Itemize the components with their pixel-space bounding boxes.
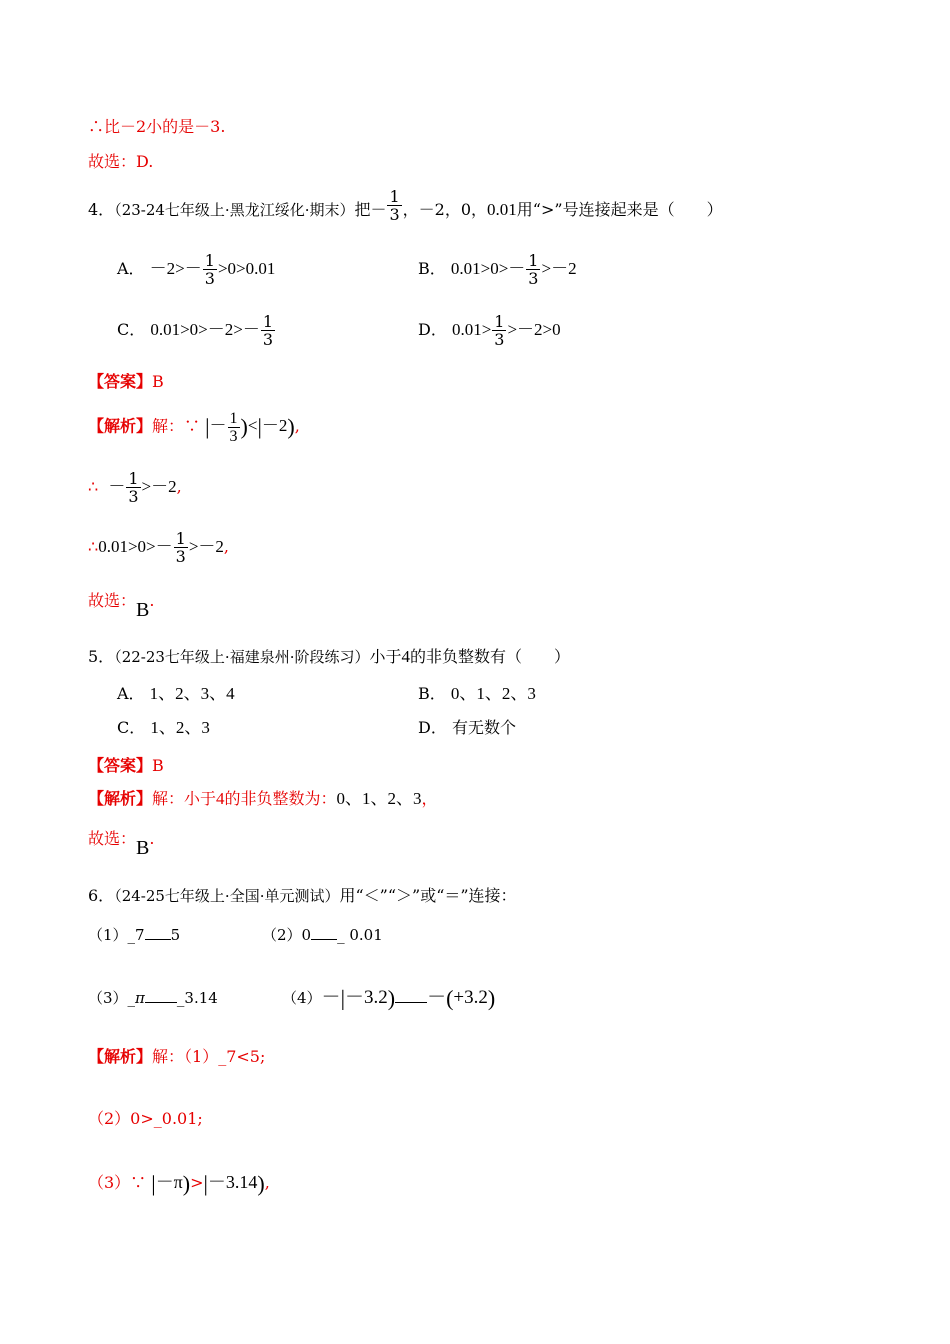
- q6-analysis-1: 【解析】解：（1）_7<5;: [88, 1047, 266, 1066]
- q4-option-a[interactable]: A． －2>－ $\frac{1}{3}$ >0>0.01: [117, 251, 276, 288]
- answer-blank[interactable]: [395, 992, 427, 1003]
- q4-number: 4．: [88, 200, 115, 219]
- q4-analysis-line1: 【解析】解：∵ |－ $\frac{1}{3}$ )<|－2),: [88, 410, 300, 445]
- q5-analysis: 【解析】解：小于4的非负整数为：0、1、2、3，: [88, 789, 438, 808]
- q4-analysis-line2: ∴ － $\frac{1}{3}$ >－2,: [88, 469, 182, 506]
- q4-choose: 故选：B.: [88, 591, 155, 621]
- q3-choose: 故选：D.: [88, 152, 154, 171]
- answer-blank[interactable]: [145, 925, 171, 940]
- q6-part-4: （4）－|－3.2) －(+3.2): [282, 985, 496, 1011]
- q5-option-d[interactable]: D． 有无数个: [418, 718, 516, 737]
- q5-stem: 5．（22-23七年级上·福建泉州·阶段练习）小于4的非负整数有（ ）: [88, 647, 570, 666]
- q5-option-a[interactable]: A． 1、2、3、4: [117, 684, 235, 703]
- answer-blank[interactable]: [145, 988, 177, 1003]
- q5-choose: 故选：B.: [88, 829, 155, 859]
- fraction-one-third: $\frac{1}{3}$: [528, 251, 539, 288]
- fraction-one-third: $\frac{1}{3}$: [204, 251, 215, 288]
- q4-answer: 【答案】B: [88, 372, 164, 391]
- q4-stem-b: ，－2，0，: [402, 200, 488, 219]
- answer-blank[interactable]: [311, 925, 337, 940]
- q6-part-3: （3）_π _3.14: [88, 989, 218, 1007]
- q3-conclusion: ∴比－2小的是－3.: [88, 117, 226, 136]
- q5-option-b[interactable]: B． 0、1、2、3: [418, 684, 536, 703]
- q4-stem-value: 0.01: [487, 200, 517, 219]
- fraction-one-third: $\frac{1}{3}$: [262, 312, 274, 349]
- q6-stem: 6．（24-25七年级上·全国·单元测试）用“＜”“＞”或“＝”连接：: [88, 886, 517, 905]
- q6-part-1: （1）_7 5: [88, 926, 181, 944]
- q4-option-c[interactable]: C． 0.01>0>－2>－ $\frac{1}{3}$: [117, 312, 274, 349]
- q6-analysis-3: （3）∵ |－π)>|－3.14),: [88, 1170, 270, 1196]
- q4-analysis-line3: ∴0.01>0>－ $\frac{1}{3}$ >－2,: [88, 529, 229, 566]
- q4-option-d[interactable]: D． 0.01> $\frac{1}{3}$ >－2>0: [418, 312, 561, 349]
- q5-answer: 【答案】B: [88, 756, 164, 775]
- fraction-one-third: $\frac{1}{3}$: [494, 312, 505, 349]
- q4-stem-a: 把－: [354, 200, 387, 219]
- q6-part-2: （2）0 _ 0.01: [262, 926, 383, 944]
- q4-stem-fraction: $\frac{1}{3}$: [389, 187, 400, 224]
- q4-stem: [88, 187, 723, 224]
- q6-analysis-2: （2）0>_0.01;: [88, 1109, 203, 1128]
- q5-option-c[interactable]: C． 1、2、3: [117, 718, 210, 737]
- q4-source: （23-24七年级上·黑龙江绥化·期末）: [114, 201, 355, 219]
- q4-option-b[interactable]: B． 0.01>0>－ $\frac{1}{3}$ >－2: [418, 251, 577, 288]
- q4-stem-c: 用“>”号连接起来是（ ）: [516, 200, 723, 219]
